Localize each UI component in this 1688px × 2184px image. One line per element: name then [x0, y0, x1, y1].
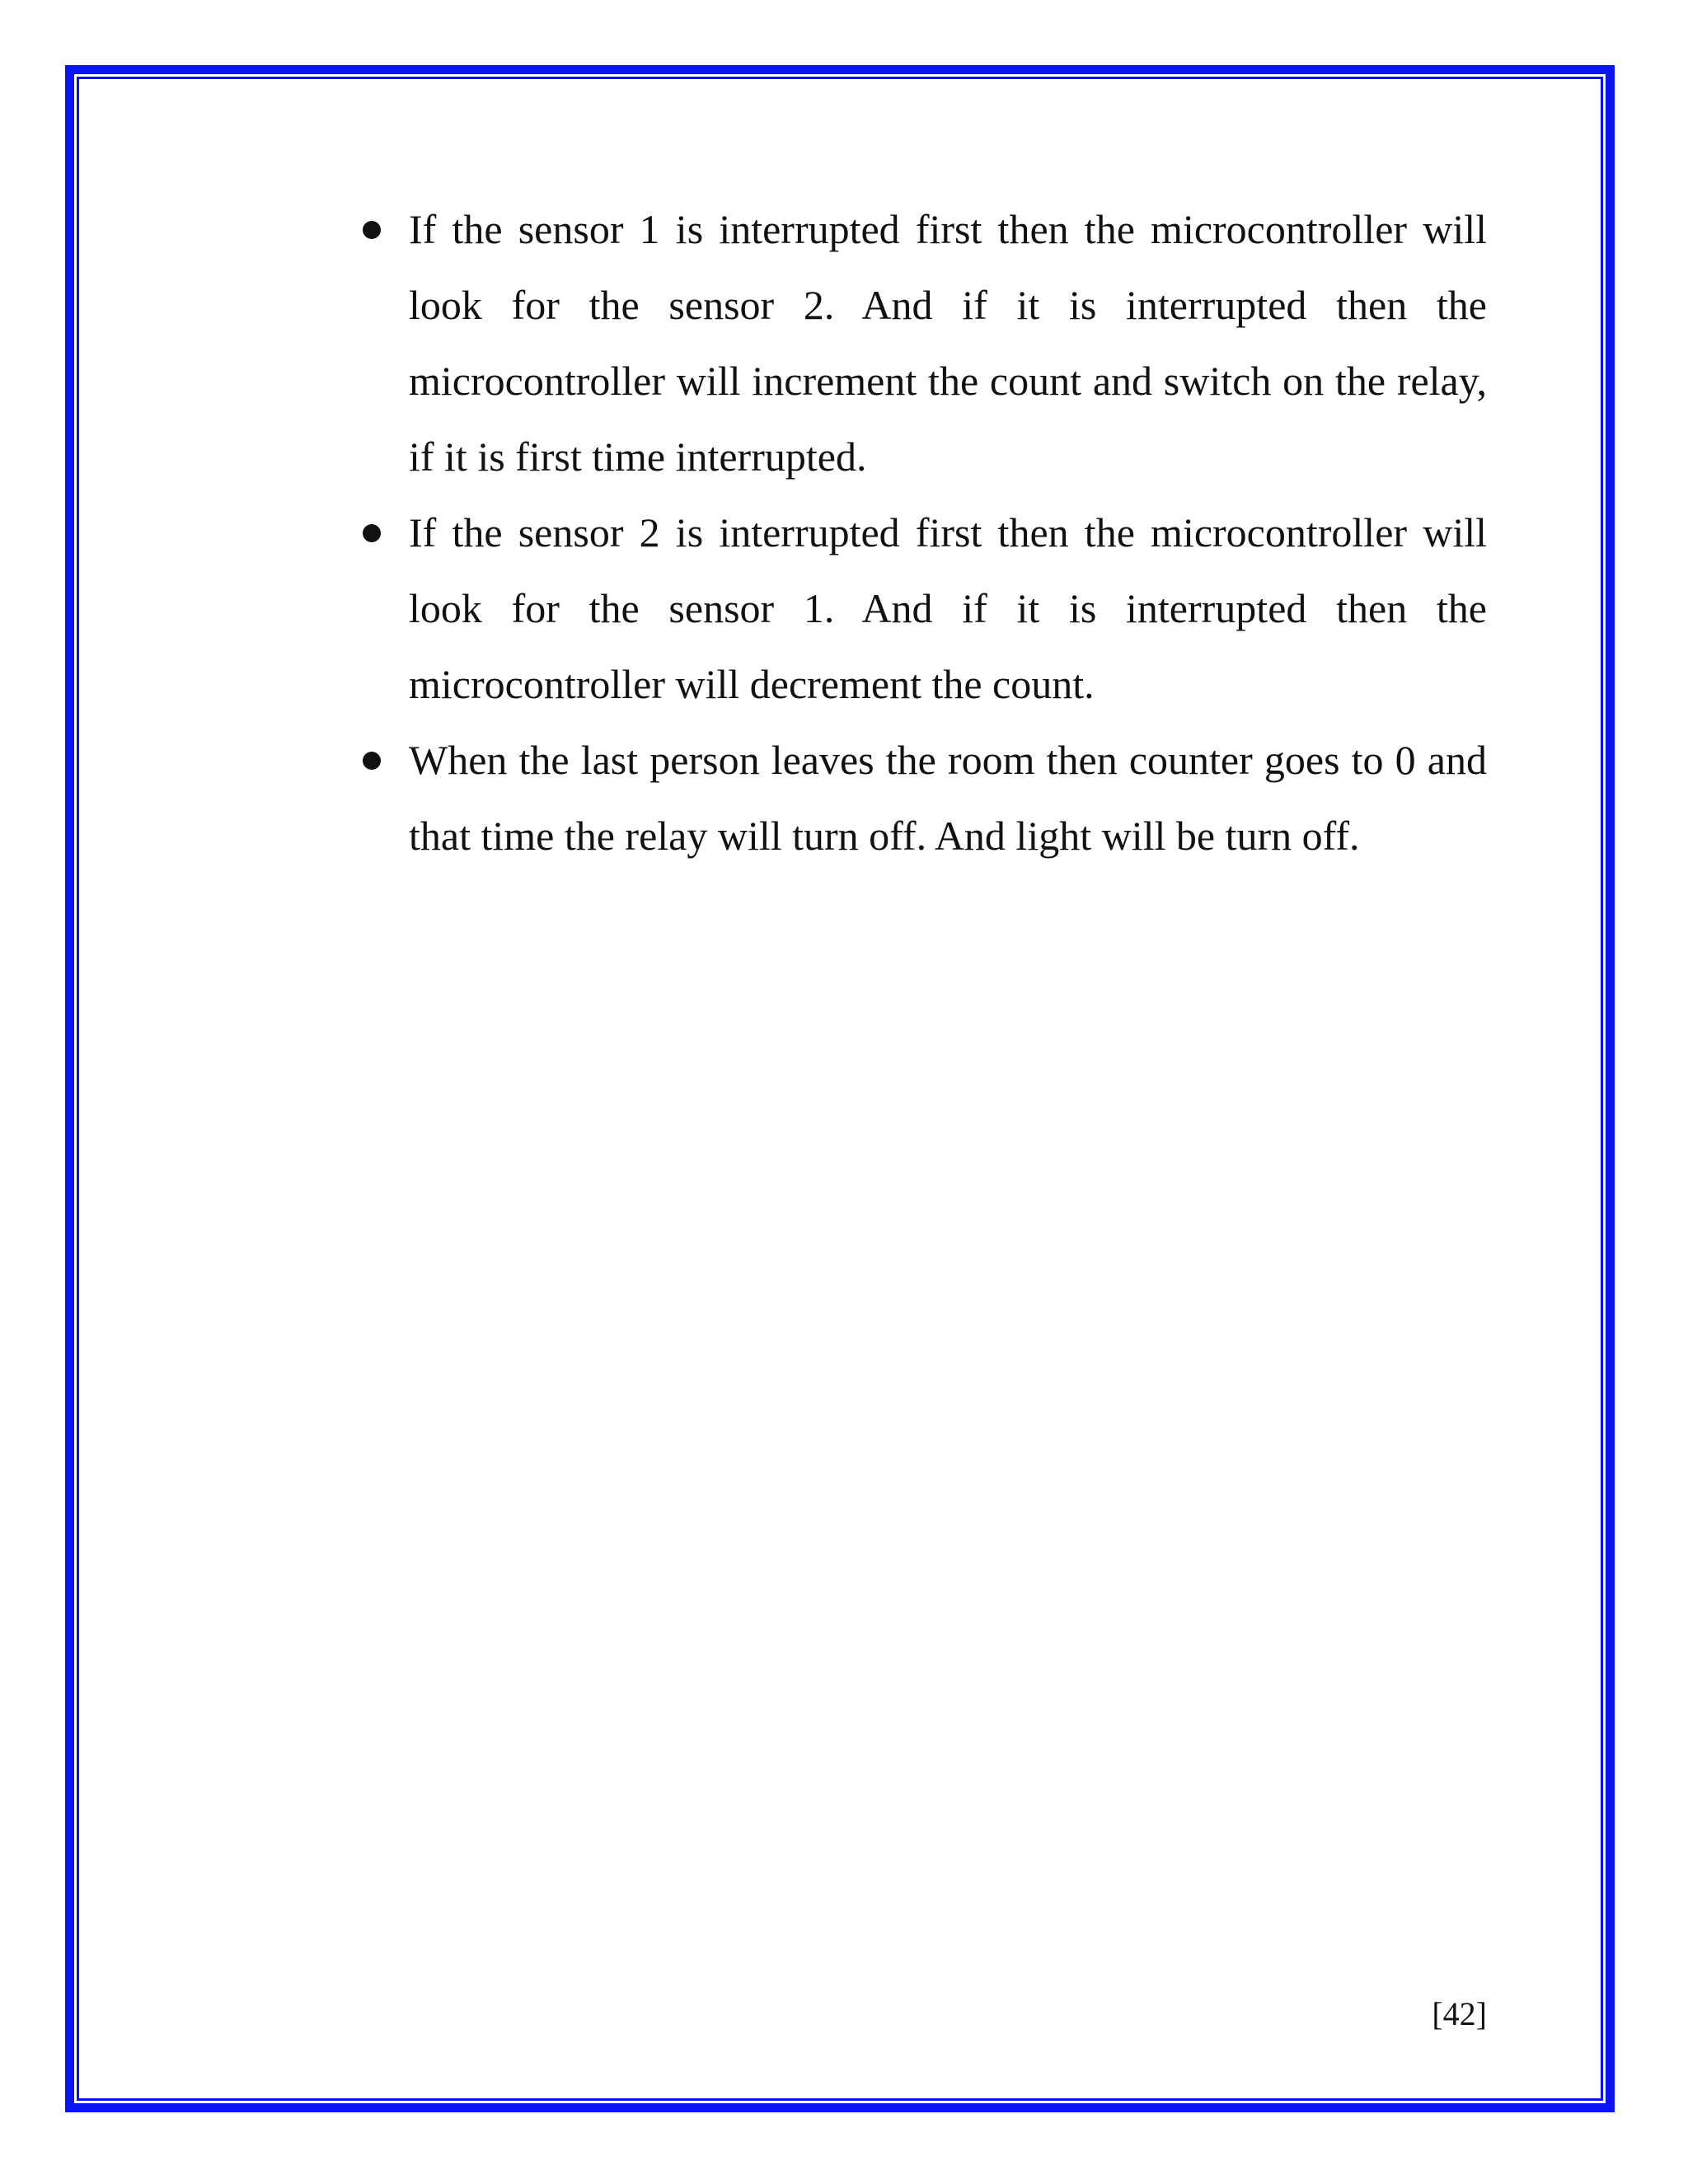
page-number: [42] — [1432, 1995, 1487, 2032]
bullet-item-sensor-2 — [356, 494, 1487, 722]
bullet-list — [356, 191, 1487, 874]
bullet-icon — [363, 221, 381, 239]
bullet-text: If the sensor 2 is interrupted first then the microcontroller will look for the sensor 1. And if it is interrupted then the microcontroller will decrement the count. — [409, 509, 1487, 707]
bullet-icon — [363, 524, 381, 542]
page-content — [356, 191, 1487, 874]
bullet-text: If the sensor 1 is interrupted first then the microcontroller will look for the sensor 2. And if it is interrupted then the microcontroller will increment the count and switch on the relay, if it is first time interrupted. — [409, 206, 1487, 480]
bullet-icon — [363, 752, 381, 770]
bullet-item-sensor-1 — [356, 191, 1487, 494]
bullet-item-last-person — [356, 722, 1487, 874]
bullet-text: When the last person leaves the room then counter goes to 0 and that time the relay will turn off. And light will be turn off. — [409, 737, 1487, 859]
